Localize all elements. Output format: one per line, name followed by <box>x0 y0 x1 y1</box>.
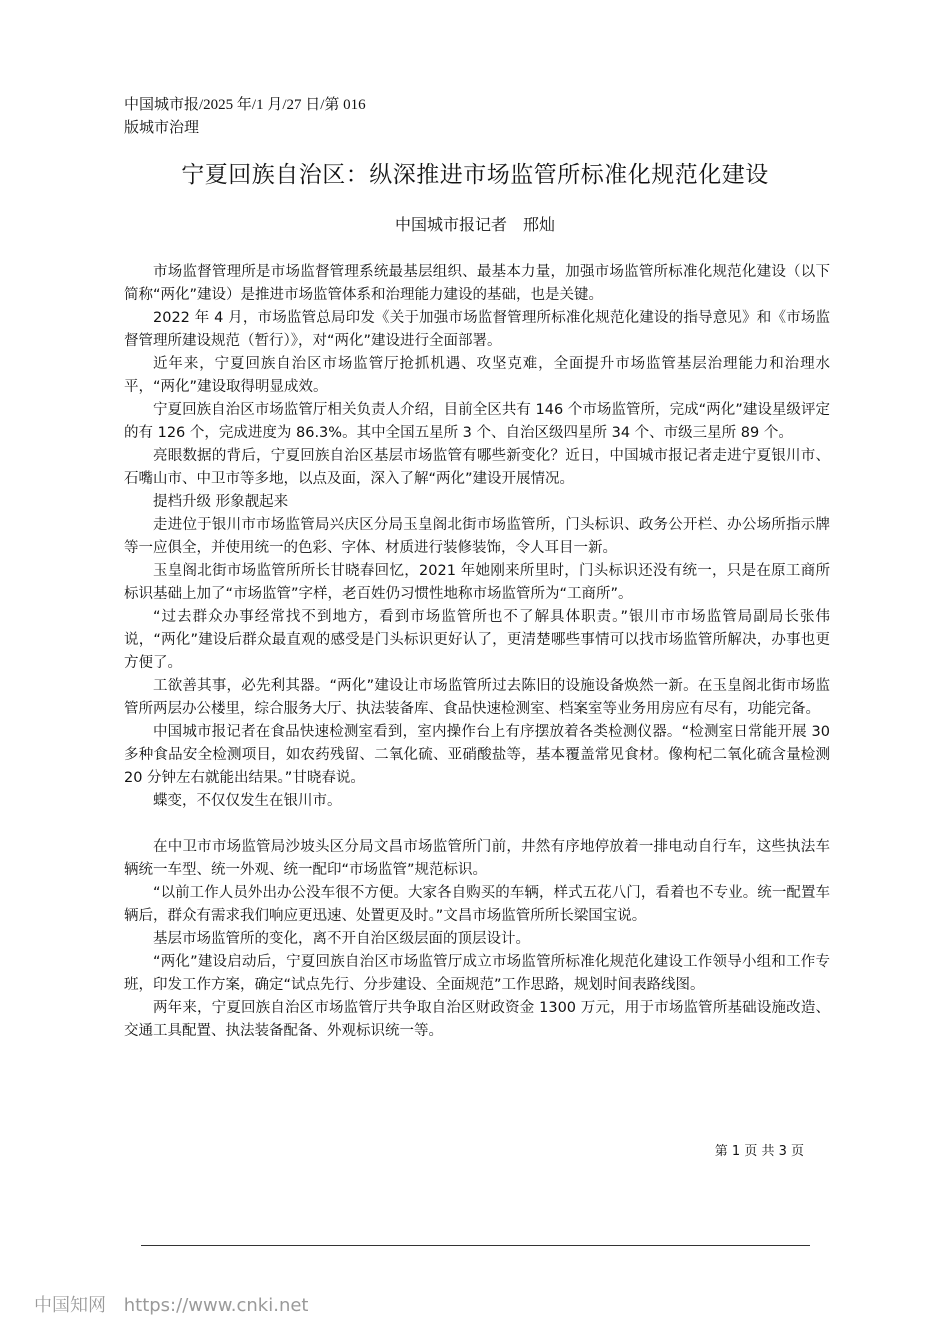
blank-line <box>124 813 830 836</box>
source-info-line-1: 中国城市报/2025 年/1 月/27 日/第 016 <box>124 97 366 113</box>
paragraph: 在中卫市市场监管局沙坡头区分局文昌市场监管所门前，井然有序地停放着一排电动自行车，这些执法车辆统一车型、统一外观、统一配印“市场监管”规范标识。 <box>124 839 830 878</box>
paragraph: 工欲善其事，必先利其器。“两化”建设让市场监管所过去陈旧的设施设备焕然一新。在玉皇阁北街市场监管所两层办公楼里，综合服务大厅、执法装备库、食品快速检测室、档案室等业务用房应有尽有，功能完备。 <box>124 678 830 717</box>
paragraph: “以前工作人员外出办公没车很不方便。大家各自购买的车辆，样式五花八门，看着也不专业。统一配置车辆后，群众有需求我们响应更迅速、处置更及时。”文昌市场监管所所长梁国宝说。 <box>124 885 830 924</box>
paragraph: 玉皇阁北街市场监管所所长甘晓春回忆，2021 年她刚来所里时，门头标识还没有统一，只是在原工商所标识基础上加了“市场监管”字样，老百姓仍习惯性地称市场监管所为“工商所”。 <box>124 563 830 602</box>
cnki-watermark <box>34 1292 320 1320</box>
article-body <box>124 261 830 1043</box>
source-info-line-2: 版城市治理 <box>124 120 200 136</box>
paragraph: 基层市场监管所的变化，离不开自治区级层面的顶层设计。 <box>153 931 530 947</box>
paragraph: “两化”建设启动后，宁夏回族自治区市场监管厅成立市场监管所标准化规范化建设工作领导小组和工作专班，印发工作方案，确定“试点先行、分步建设、全面规范”工作思路，规划时间表路线图。 <box>124 954 830 993</box>
watermark-url: https://www.cnki.net <box>123 1295 309 1316</box>
paragraph: 宁夏回族自治区市场监管厅相关负责人介绍，目前全区共有 146 个市场监管所，完成“两化”建设星级评定的有 126 个，完成进度为 86.3%。其中全国五星所 3 个、自治区级四星所 34 个、市级三星所 89 个。 <box>124 402 830 441</box>
paragraph: “过去群众办事经常找不到地方，看到市场监管所也不了解具体职责。”银川市市场监管局副局长张伟说，“两化”建设后群众最直观的感受是门头标识更好认了，更清楚哪些事情可以找市场监管所解决，办事也更方便了。 <box>124 609 830 671</box>
article-byline: 中国城市报记者 邢灿 <box>394 215 555 234</box>
paragraph: 走进位于银川市市场监管局兴庆区分局玉皇阁北街市场监管所，门头标识、政务公开栏、办公场所指示牌等一应俱全，并使用统一的色彩、字体、材质进行装修装饰，令人耳目一新。 <box>124 517 830 556</box>
paragraph: 两年来，宁夏回族自治区市场监管厅共争取自治区财政资金 1300 万元，用于市场监管所基础设施改造、交通工具配置、执法装备配备、外观标识统一等。 <box>124 1000 830 1039</box>
article-title: 宁夏回族自治区：纵深推进市场监管所标准化规范化建设 <box>181 162 769 188</box>
section-subheading: 提档升级 形象靓起来 <box>153 494 289 510</box>
paragraph: 市场监督管理所是市场监督管理系统最基层组织、最基本力量，加强市场监管所标准化规范化建设（以下简称“两化”建设）是推进市场监管体系和治理能力建设的基础，也是关键。 <box>124 264 830 303</box>
paragraph: 蝶变，不仅仅发生在银川市。 <box>153 793 342 809</box>
paragraph: 亮眼数据的背后，宁夏回族自治区基层市场监管有哪些新变化？近日，中国城市报记者走进宁夏银川市、石嘴山市、中卫市等多地，以点及面，深入了解“两化”建设开展情况。 <box>124 448 830 487</box>
paragraph: 近年来，宁夏回族自治区市场监管厅抢抓机遇、攻坚克难，全面提升市场监管基层治理能力和治理水平，“两化”建设取得明显成效。 <box>124 356 830 395</box>
watermark-brand: 中国知网 <box>34 1295 106 1316</box>
footer-divider <box>141 1245 810 1246</box>
paragraph: 中国城市报记者在食品快速检测室看到，室内操作台上有序摆放着各类检测仪器。“检测室日常能开展 30 多种食品安全检测项目，如农药残留、二氧化硫、亚硝酸盐等，基本覆盖常见食材。像枸杞二氧化硫含量检测 20 分钟左右就能出结果。”甘晓春说。 <box>124 724 830 786</box>
paragraph: 2022 年 4 月，市场监管总局印发《关于加强市场监督管理所标准化规范化建设的指导意见》和《市场监督管理所建设规范（暂行）》，对“两化”建设进行全面部署。 <box>124 310 830 349</box>
page-number: 第 1 页 共 3 页 <box>714 1144 804 1159</box>
